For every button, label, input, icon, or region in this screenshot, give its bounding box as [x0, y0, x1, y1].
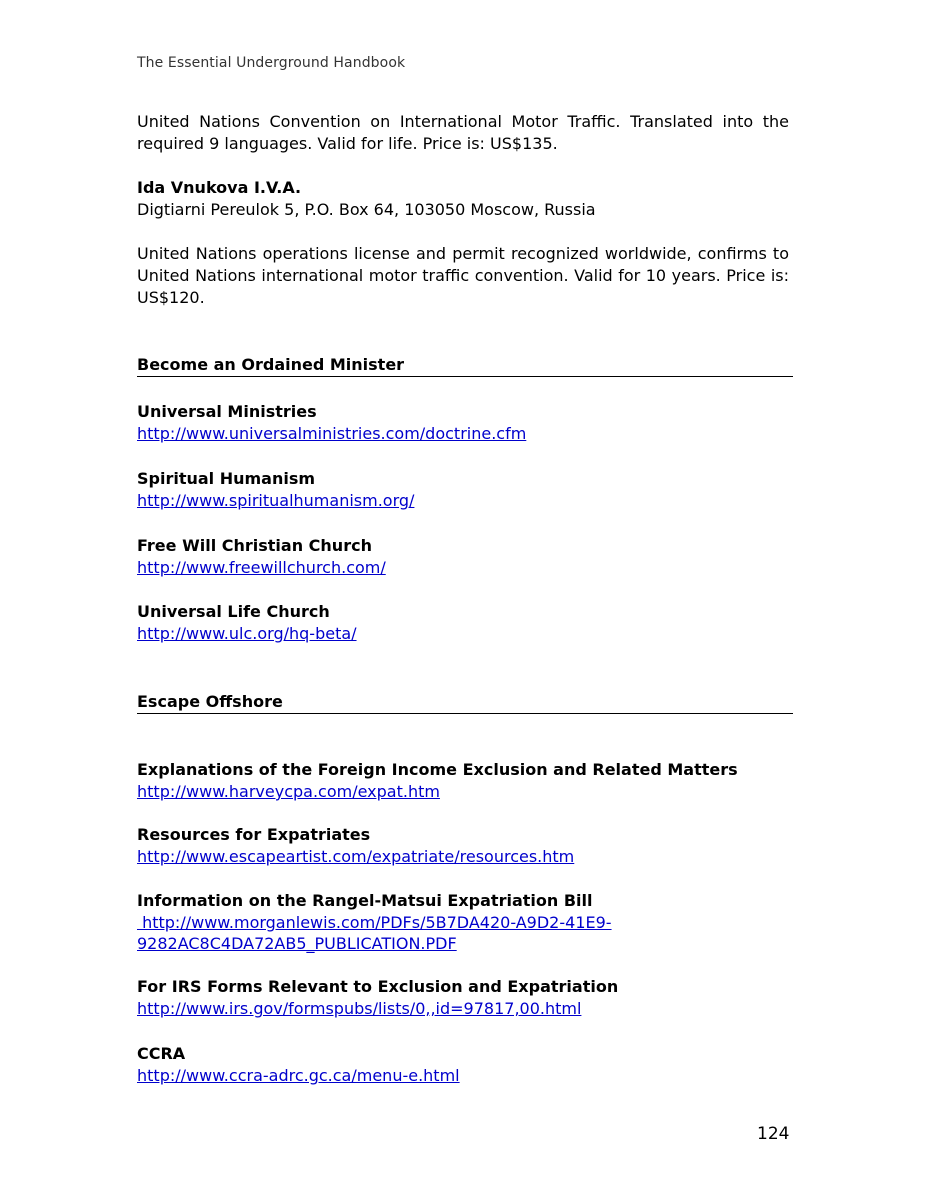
- intro-paragraph-1: United Nations Convention on International Motor Traffic. Translated into the required 9 languages. Valid for life. Price is: US$135.: [137, 112, 789, 153]
- link-harveycpa[interactable]: http://www.harveycpa.com/expat.htm: [137, 782, 440, 801]
- section-heading-escape-offshore: Escape Offshore: [137, 691, 793, 714]
- entry-title-universal-life-church: Universal Life Church: [137, 602, 330, 621]
- link-ccra[interactable]: http://www.ccra-adrc.gc.ca/menu-e.html: [137, 1066, 460, 1085]
- link-universal-ministries[interactable]: http://www.universalministries.com/doctrine.cfm: [137, 424, 527, 443]
- link-escapeartist[interactable]: http://www.escapeartist.com/expatriate/resources.htm: [137, 847, 575, 866]
- link-irs-forms[interactable]: http://www.irs.gov/formspubs/lists/0,,id=97817,00.html: [137, 999, 582, 1018]
- entry-title-ccra: CCRA: [137, 1044, 186, 1063]
- link-morganlewis-line-2[interactable]: 9282AC8C4DA72AB5_PUBLICATION.PDF: [137, 934, 457, 953]
- entry-title-rangel-matsui-bill: Information on the Rangel-Matsui Expatriation Bill: [137, 891, 593, 910]
- section-heading-ordained-minister: Become an Ordained Minister: [137, 354, 793, 377]
- entry-title-foreign-income-exclusion: Explanations of the Foreign Income Exclusion and Related Matters: [137, 760, 738, 779]
- running-header: The Essential Underground Handbook: [137, 55, 406, 71]
- entry-title-irs-forms: For IRS Forms Relevant to Exclusion and Expatriation: [137, 977, 619, 996]
- link-free-will-christian-church[interactable]: http://www.freewillchurch.com/: [137, 558, 386, 577]
- link-universal-life-church[interactable]: http://www.ulc.org/hq-beta/: [137, 624, 357, 643]
- page-number: 124: [757, 1124, 790, 1144]
- entry-title-resources-for-expatriates: Resources for Expatriates: [137, 825, 371, 844]
- link-spiritual-humanism[interactable]: http://www.spiritualhumanism.org/: [137, 491, 415, 510]
- intro-paragraph-2: United Nations operations license and permit recognized worldwide, confirms to United Nations international motor traffic convention. Valid for 10 years. Price is: US$120.: [137, 244, 789, 307]
- entry-title-universal-ministries: Universal Ministries: [137, 402, 317, 421]
- entry-title-spiritual-humanism: Spiritual Humanism: [137, 469, 316, 488]
- vendor-address: Digtiarni Pereulok 5, P.O. Box 64, 103050 Moscow, Russia: [137, 200, 596, 219]
- entry-title-free-will-christian-church: Free Will Christian Church: [137, 536, 372, 555]
- link-morganlewis-line-1[interactable]: http://www.morganlewis.com/PDFs/5B7DA420-A9D2-41E9-: [137, 913, 612, 932]
- vendor-name: Ida Vnukova I.V.A.: [137, 178, 302, 197]
